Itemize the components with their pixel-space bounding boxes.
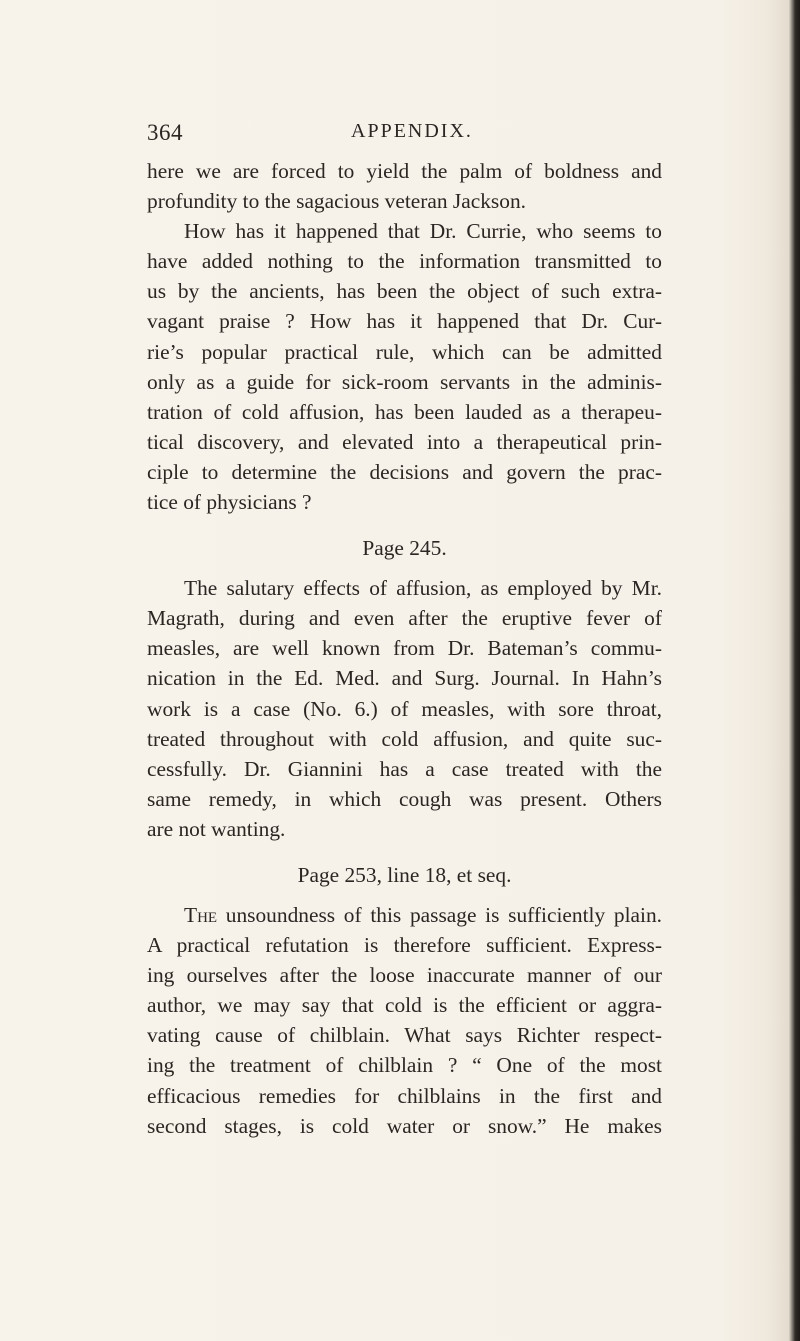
text-line: second stages, is cold water or snow.” He makes [147, 1113, 662, 1138]
text-fragment: unsoundness of this passage is sufficiently plain. [217, 902, 662, 927]
text-line: tical discovery, and elevated into a therapeutical prin- [147, 429, 662, 454]
spacer [147, 517, 662, 531]
body-text [147, 156, 662, 1141]
page-number: 364 [147, 120, 183, 145]
text-line: are not wanting. [147, 816, 286, 841]
text-line: only as a guide for sick-room servants in the adminis- [147, 369, 662, 394]
paragraph-continuation [147, 156, 662, 216]
text-line: rie’s popular practical rule, which can be admitted [147, 339, 662, 364]
small-caps-opening: The [184, 902, 218, 927]
text-line: same remedy, in which cough was present. Others [147, 786, 662, 811]
text-line: Magrath, during and even after the eruptive fever of [147, 606, 662, 631]
text-line: ciple to determine the decisions and govern the prac- [147, 459, 662, 484]
text-line: How has it happened that Dr. Currie, who seems to [184, 219, 662, 244]
text-line: work is a case (No. 6.) of measles, with sore throat, [147, 696, 662, 721]
text-line: tice of physicians ? [147, 490, 312, 515]
text-line: profundity to the sagacious veteran Jackson. [147, 189, 526, 214]
paragraph-currie [147, 216, 662, 517]
text-line: cessfully. Dr. Giannini has a case treated with the [147, 756, 662, 781]
text-line: vating cause of chilblain. What says Richter respect- [147, 1023, 662, 1048]
text-line: author, we may say that cold is the efficient or aggra- [147, 993, 662, 1018]
text-line: measles, are well known from Dr. Bateman’s commu- [147, 636, 662, 661]
text-line: The salutary effects of affusion, as employed by Mr. [184, 576, 662, 601]
spacer [147, 565, 662, 573]
text-line: treated throughout with cold affusion, and quite suc- [147, 726, 662, 751]
text-line: have added nothing to the information transmitted to [147, 249, 662, 274]
page-header [147, 120, 662, 154]
text-line: vagant praise ? How has it happened that Dr. Cur- [147, 309, 662, 334]
paragraph-measles [147, 573, 662, 844]
text-line: ing ourselves after the loose inaccurate manner of our [147, 963, 662, 988]
text-line: efficacious remedies for chilblains in the first and [147, 1083, 662, 1108]
text-line: here we are forced to yield the palm of boldness and [147, 159, 662, 183]
section-heading-page-245: Page 245. [362, 536, 447, 561]
text-line: tration of cold affusion, has been lauded as a therapeu- [147, 399, 662, 424]
text-line: ing the treatment of chilblain ? “ One of the most [147, 1053, 662, 1078]
text-line: us by the ancients, has been the object of such extra- [147, 279, 662, 304]
running-head: APPENDIX. [351, 120, 473, 142]
section-heading-page-253: Page 253, line 18, et seq. [297, 862, 512, 887]
text-line [147, 900, 662, 930]
text-line: nication in the Ed. Med. and Surg. Journal. In Hahn’s [147, 666, 662, 691]
spacer [147, 892, 662, 900]
text-line: A practical refutation is therefore sufficient. Express- [147, 933, 662, 958]
paragraph-chilblain [147, 900, 662, 1141]
spacer [147, 844, 662, 858]
